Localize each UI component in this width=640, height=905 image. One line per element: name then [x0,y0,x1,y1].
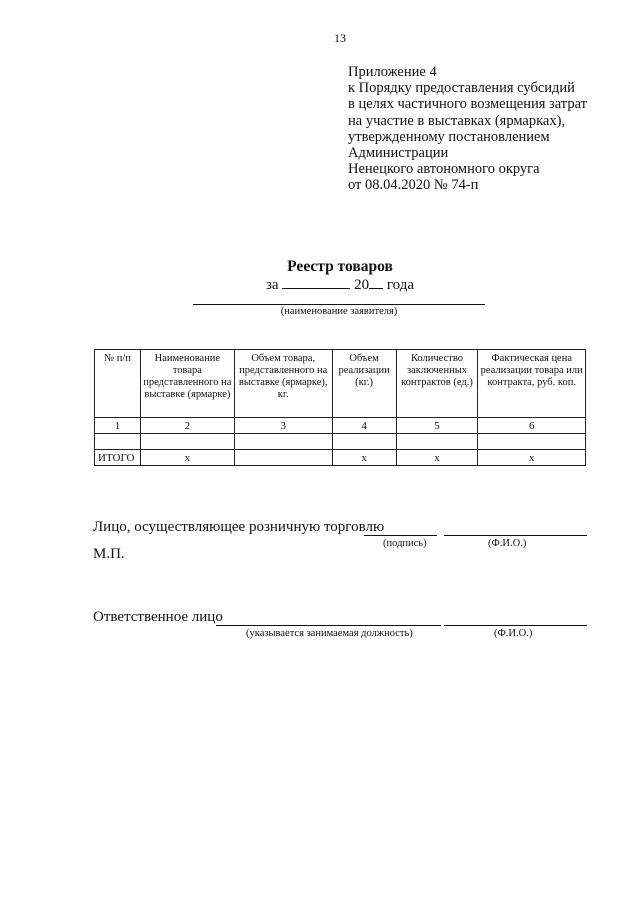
retail-name-line[interactable] [444,535,587,536]
period-prefix: за [266,277,279,293]
table-cell[interactable] [140,434,234,450]
appendix-header [348,64,587,194]
document-title: Реестр товаров [287,258,393,275]
table-cell: x [140,450,234,466]
retail-signature-line[interactable] [364,535,437,536]
responsible-position-line[interactable] [216,625,441,626]
table-cell[interactable] [95,434,141,450]
retail-person-label: Лицо, осуществляющее розничную торговлю [93,519,385,535]
header-sales-volume: Объем реализации (кг.) [332,350,396,418]
goods-register-table [94,349,586,466]
period-suffix: года [386,277,414,293]
table-cell[interactable] [396,434,478,450]
responsible-person-label: Ответственное лицо [93,609,223,625]
column-number-row [95,418,586,434]
table-cell: 6 [478,418,586,434]
appendix-line: Ненецкого автономного округа [348,161,540,178]
appendix-line: Приложение 4 [348,64,437,80]
stamp-label: М.П. [93,546,125,562]
table-cell[interactable] [332,434,396,450]
appendix-line: на участие в выставках (ярмарках), [348,112,566,129]
table-header-row [95,350,586,418]
table-cell: 3 [234,418,332,434]
header-product-name: Наименование товара представленного на выставке (ярмарке) [140,350,234,418]
table-cell: x [396,450,478,466]
table-cell: 5 [396,418,478,434]
table-cell: 1 [95,418,141,434]
table-row [95,434,586,450]
appendix-line: Администрации [348,145,449,162]
total-label: ИТОГО [95,450,141,466]
appendix-line: утвержденному постановлением [348,128,550,145]
period-year-prefix: 20 [354,277,370,293]
responsible-position-caption: (указывается занимаемая должность) [246,628,413,639]
table-cell: 2 [140,418,234,434]
table-cell: 4 [332,418,396,434]
table-cell[interactable] [478,434,586,450]
period-blank[interactable] [282,276,350,289]
appendix-line: к Порядку предоставления субсидий [348,80,575,97]
appendix-line: в целях частичного возмещения затрат [348,96,587,113]
appendix-line: от 08.04.2020 № 74-п [348,177,479,194]
table-cell: x [478,450,586,466]
page-number: 13 [334,31,346,45]
table-cell[interactable] [234,434,332,450]
table-cell[interactable] [234,450,332,466]
responsible-name-line[interactable] [444,625,587,626]
applicant-name-line[interactable] [193,304,485,305]
period-line [0,276,640,294]
total-row [95,450,586,466]
header-actual-price: Фактическая цена реализации товара или контракта, руб. коп. [478,350,586,418]
applicant-caption: (наименование заявителя) [280,306,398,317]
responsible-name-caption: (Ф.И.О.) [494,628,533,639]
year-blank[interactable] [369,276,383,289]
table-cell: x [332,450,396,466]
header-contracts-count: Количество заключенных контрактов (ед.) [396,350,478,418]
retail-name-caption: (Ф.И.О.) [488,538,527,549]
header-number: № п/п [95,350,141,418]
header-volume-exhibited: Объем товара, представленного на выставке (ярмарке), кг. [234,350,332,418]
retail-signature-caption: (подпись) [383,538,427,549]
